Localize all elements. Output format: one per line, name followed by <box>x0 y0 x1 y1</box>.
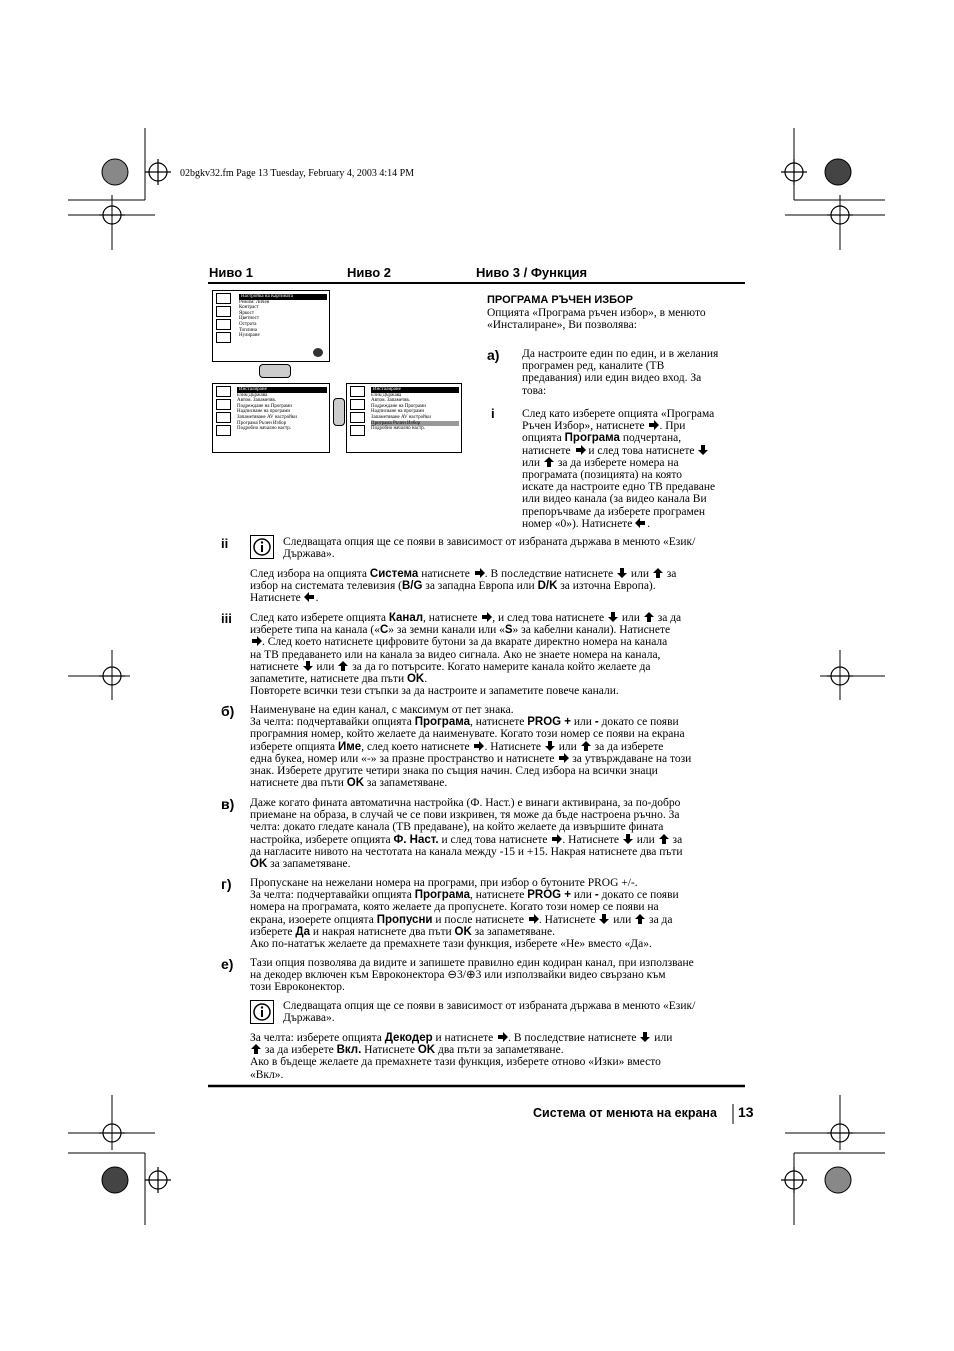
music-note-icon <box>216 399 231 410</box>
down-arrow-icon <box>622 834 634 844</box>
menu-item: Автом. Запаметяв. <box>371 398 411 404</box>
text-line: програмния номер, който желаете да наименувате. Когато този номер се появи на екрана <box>250 728 685 741</box>
right-arrow-icon <box>574 445 586 455</box>
up-arrow-icon <box>250 1044 262 1054</box>
item-e-label: е) <box>221 956 234 972</box>
menu-item: Запаметяване AV настройки <box>371 414 431 420</box>
menu-item: Надписване на програми <box>371 409 425 415</box>
menu-item: Подреждане на Програми <box>371 403 426 409</box>
text-line: или видео канала (за видео канала Ви <box>522 493 707 506</box>
item-v-label: в) <box>221 796 235 812</box>
text-line: приемане на образа, в случай че се пови изкривен, тя може да бъде настроена ръчно. За <box>250 809 680 822</box>
right-arrow-icon <box>472 741 484 751</box>
text-line: Да настроите един по един, и в желания <box>522 348 719 360</box>
text-line: Ръчен Избор», натиснете . При <box>522 420 686 433</box>
text-line: Пропускане на нежелани номера на програми, при избор о бутоните PROG +/-. <box>250 877 638 889</box>
right-arrow-icon <box>496 1032 508 1042</box>
menu-item: Контраст <box>239 305 259 311</box>
item-b-label: б) <box>221 703 235 719</box>
right-arrow-icon <box>333 398 345 426</box>
up-arrow-icon <box>643 612 655 622</box>
menu-item: Автом. Запаметяв. <box>237 398 277 404</box>
menu-icon-column <box>213 291 233 343</box>
clock-icon <box>350 412 365 423</box>
item-ii-label: ii <box>221 536 229 551</box>
menu-item-highlighted: Програма Ръчен Избор <box>371 421 459 427</box>
right-arrow-icon <box>557 753 569 763</box>
footer-title: Система от менюта на екрана <box>533 1106 717 1120</box>
text-line: След избора на опцията Система натиснете . В последствие натиснете или за <box>250 568 677 580</box>
note-line: Следващата опция ще се появи в зависимост от избраната държава в менюто «Език/ <box>283 536 696 548</box>
column-level2: Ниво 2 <box>347 265 391 280</box>
text-line: номера на програмата, която желаете да пропуснете. Когато този номер се появи на <box>250 901 659 914</box>
down-arrow-icon <box>259 364 291 378</box>
right-arrow-icon <box>480 612 492 622</box>
section-title: ПРОГРАМА РЪЧЕН ИЗБОР <box>487 294 633 306</box>
down-arrow-icon <box>607 612 619 622</box>
text-line: «Вкл». <box>250 1068 284 1081</box>
column-level1: Ниво 1 <box>209 265 253 280</box>
clock-icon <box>216 412 231 423</box>
menu-item: Надписване на програми <box>237 409 291 415</box>
left-arrow-icon <box>304 592 316 602</box>
menu-item: Подреждане на Програми <box>237 403 292 409</box>
menu-item: Запаметяване AV настройки <box>237 414 297 420</box>
text-line: Даже когато фината автоматична настройка (Ф. Наст.) е винаги активирана, за по-добро <box>250 797 681 809</box>
intro-line: «Инсталиране», Ви позволява: <box>487 319 637 332</box>
text-line: Ако в бъдеще желаете да премахнете тази функция, изберете отново «Изки» вместо <box>250 1056 661 1069</box>
menu-item: Режим: Личен <box>239 299 270 305</box>
info-icon <box>250 1000 274 1024</box>
up-arrow-icon <box>543 457 555 467</box>
text-line: . След което натиснете цифровите бутони за да вкарате директно номера на канала <box>250 636 750 648</box>
text-line: това: <box>522 384 547 397</box>
text-line: опцията Програма подчертана, <box>522 432 682 445</box>
tv-icon <box>216 386 231 397</box>
text-line: този Евроконектор. <box>250 981 345 994</box>
menu-item: Подробно начално настр. <box>237 426 291 432</box>
menu-item: Подробно начално настр. <box>371 426 425 432</box>
text-line: изберете Да и накрая натиснете два пъти OK за запаметяване. <box>250 925 555 938</box>
toolbox-icon <box>350 425 365 436</box>
text-line: номер «0»). Натиснете . <box>522 517 651 530</box>
text-line: Ако по-нататък желаете да премахнете тази функция, изберете «Не» вместо «Да». <box>250 938 652 951</box>
down-arrow-icon <box>598 914 610 924</box>
down-arrow-icon <box>697 445 709 455</box>
up-arrow-icon <box>337 661 349 671</box>
text-line: програмата (позицията) на която <box>522 469 682 482</box>
text-line: OK за запаметяване. <box>250 858 351 871</box>
text-line: натиснете и след това натиснете <box>522 445 747 457</box>
tv-icon <box>216 293 231 304</box>
text-line: програмен ред, каналите (ТВ <box>522 360 665 373</box>
text-line: Повторете всички тези стъпки за да настроите и запаметите повече канали. <box>250 685 619 698</box>
text-line: екрана, изоерете опцията Пропусни и после натиснете . Натиснете или за да <box>250 913 673 926</box>
menu-item: Цветност <box>239 316 260 322</box>
up-arrow-icon <box>634 914 646 924</box>
note-line: Държава». <box>283 1012 335 1025</box>
down-arrow-icon <box>639 1032 651 1042</box>
picture-menu-title: Настройка на Картината <box>239 294 327 300</box>
menu-item: Език/Държава <box>371 392 402 398</box>
text-line: За челта: изберете опцията Декодер и натиснете . В последствие натиснете или <box>250 1032 673 1044</box>
tv-icon <box>350 386 365 397</box>
toolbox-icon <box>216 332 231 343</box>
picture-menu-screen <box>212 290 330 362</box>
item-a-label: а) <box>487 347 500 363</box>
text-line: изберете типа на канала («C» за земни канали или «S» за кабелни канали). Натиснете <box>250 624 671 637</box>
right-arrow-icon <box>527 914 539 924</box>
down-arrow-icon <box>544 741 556 751</box>
text-line: натиснете или за да го потърсите. Когато намерите канала който желаете да <box>250 660 651 673</box>
up-arrow-icon <box>580 741 592 751</box>
down-arrow-icon <box>302 661 314 671</box>
right-arrow-icon <box>647 420 659 430</box>
music-note-icon <box>216 306 231 317</box>
down-arrow-icon <box>616 568 628 578</box>
note-line: Държава». <box>283 548 335 561</box>
text-line: или за да изберете номера на <box>522 456 679 469</box>
column-level3: Ниво 3 / Функция <box>476 265 588 280</box>
menu-item: Език/Държава <box>237 392 268 398</box>
info-icon <box>250 535 274 559</box>
install-menu-title: Инсталиране <box>371 387 459 393</box>
install-menu-level1 <box>212 383 330 453</box>
text-line: След като изберете опцията «Програма <box>522 408 715 420</box>
text-line: За челта: подчертавайки опцията Програма, натиснете PROG + или - докато се появи <box>250 889 679 902</box>
menu-item: Острота <box>239 321 257 327</box>
ok-button-icon <box>313 348 323 357</box>
menu-item: Нулиране <box>239 333 260 339</box>
music-note-icon <box>350 399 365 410</box>
left-arrow-icon <box>635 518 647 528</box>
right-arrow-icon <box>250 636 262 646</box>
up-arrow-icon <box>658 834 670 844</box>
text-line: настройка, изберете опцията Ф. Наст. и след това натиснете . Натиснете или за <box>250 833 683 846</box>
item-g-label: г) <box>221 876 232 892</box>
menu-item: Яркост <box>239 310 255 316</box>
text-line: запаметите, натиснете два пъти OK. <box>250 673 428 686</box>
text-line: да нагласите нивото на честотата на канала между -15 и +15. Накрая натиснете два пъти <box>250 845 683 858</box>
text-line: натиснете два пъти OK за запаметяване. <box>250 777 448 790</box>
clock-icon <box>216 319 231 330</box>
item-i-label: i <box>491 406 495 421</box>
menu-item: Топлина <box>239 327 257 333</box>
text-line: За челта: подчертавайки опцията Програма, натиснете PROG + или - докато се появи <box>250 716 679 729</box>
text-line: челта: докато гледате канала (ТВ предаване), на който желаете да извършите фината <box>250 821 664 834</box>
text-line: Тази опция позволява да видите и запишете правилно един кодиран канал, при използване <box>250 957 694 969</box>
up-arrow-icon <box>652 568 664 578</box>
text-line: знак. Изберете другите четири знака по същия начин. След избора на всички знаци <box>250 765 658 778</box>
text-line: изберете опцията Име, след което натиснете . Натиснете или за да изберете <box>250 740 664 753</box>
intro-line: Опцията «Програма ръчен избор», в менюто <box>487 307 706 319</box>
menu-item: Програма Ръчен Избор <box>237 420 287 426</box>
right-arrow-icon <box>550 834 562 844</box>
text-line: за да изберете Вкл. Натиснете OK два пъти за запаметяване. <box>250 1044 750 1056</box>
install-menu-level2 <box>346 383 462 453</box>
install-menu-title: Инсталиране <box>237 387 327 393</box>
text-line: на декодер включен към Евроконектора ⊖3/⊕3 или използвайки видео свързано към <box>250 969 666 982</box>
file-info: 02bgkv32.fm Page 13 Tuesday, February 4, 2003 4:14 PM <box>180 168 415 179</box>
page-number: 13 <box>738 1104 754 1120</box>
text-line: искате да настроите едно ТВ предаване <box>522 481 716 494</box>
note-line: Следващата опция ще се появи в зависимост от избраната държава в менюто «Език/ <box>283 1000 696 1012</box>
text-line: избор на системата телевизия (B/G за западна Европа или D/K за източна Европа). <box>250 580 656 593</box>
text-line: предавания) или един видео вход. За <box>522 372 702 385</box>
text-line: Наименуване на един канал, с максимум от пет знака. <box>250 704 514 716</box>
text-line: една букеа, номер или «-» за празне пространство и натиснете за утвърждаване на този <box>250 752 692 765</box>
toolbox-icon <box>216 425 231 436</box>
text-line: След като изберете опцията Канал, натиснете , и след това натиснете или за да <box>250 612 682 624</box>
right-arrow-icon <box>473 568 485 578</box>
text-line: Натиснете . <box>250 592 319 605</box>
text-line: на ТВ предаването или на канала за видео сигнала. Ако не знаете номера на канала, <box>250 648 661 661</box>
item-iii-label: iii <box>221 611 232 626</box>
text-line: препоръчваме да изберете програмен <box>522 505 705 518</box>
